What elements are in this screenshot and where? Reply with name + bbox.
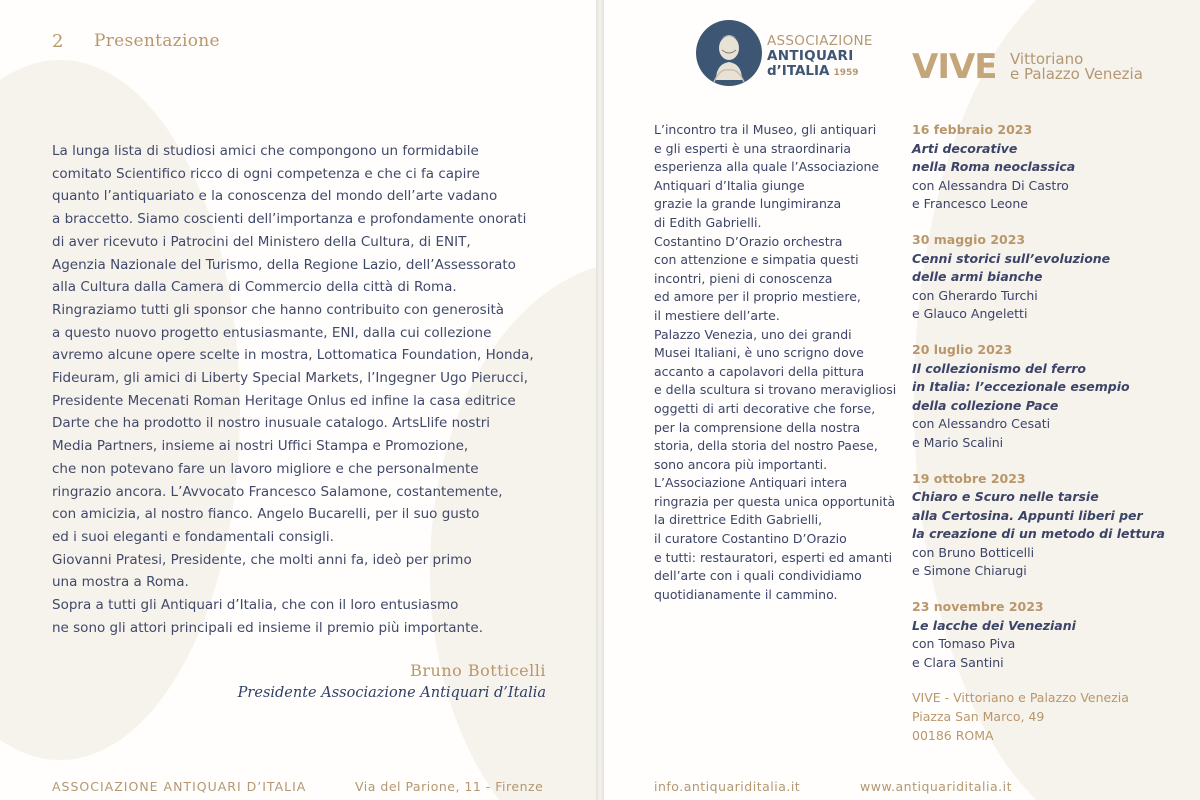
body-line: Darte che ha prodotto il nostro inusuale catalogo. ArtsLlife nostri	[52, 415, 491, 432]
bust-emblem-icon	[696, 20, 762, 86]
signature-role: Presidente Associazione Antiquari d’Italia	[237, 685, 546, 701]
event-speakers	[912, 635, 1182, 672]
event-speakers	[912, 415, 1182, 452]
event-title-line: Le lacche dei Veneziani	[912, 617, 1076, 633]
body-line: comitato Scientifico ricco di ogni competenza e che ci fa capire	[52, 165, 480, 182]
event-title	[912, 250, 1182, 287]
event-item	[912, 121, 1182, 214]
body-line: Giovanni Pratesi, Presidente, che molti anni fa, ideò per primo	[52, 551, 472, 568]
event-speaker-line: e Clara Santini	[912, 654, 1004, 670]
body-line: ed i suoi eleganti e fondamentali consigli.	[52, 528, 334, 545]
venue-line: 00186 ROMA	[912, 727, 994, 743]
event-speakers	[912, 177, 1182, 214]
event-speakers	[912, 544, 1182, 581]
intro-text	[654, 121, 897, 604]
event-item	[912, 231, 1182, 324]
event-speaker-line: e Glauco Angeletti	[912, 306, 1028, 322]
intro-line: Musei Italiani, è uno scrigno dove	[654, 345, 864, 361]
footer-website: www.antiquariditalia.it	[860, 779, 1013, 794]
venue-line: VIVE - Vittoriano e Palazzo Venezia	[912, 690, 1129, 706]
body-line: Fideuram, gli amici di Liberty Special Markets, l’Ingegner Ugo Pierucci,	[52, 370, 528, 387]
event-speaker-line: e Francesco Leone	[912, 196, 1028, 212]
event-item	[912, 598, 1182, 672]
event-title	[912, 617, 1182, 636]
body-line: Agenzia Nazionale del Turismo, della Regione Lazio, dell’Assessorato	[52, 256, 516, 273]
association-logo	[696, 20, 886, 90]
event-title-line: della collezione Pace	[912, 397, 1059, 413]
event-title-line: in Italia: l’eccezionale esempio	[912, 379, 1130, 395]
event-speaker-line: e Simone Chiarugi	[912, 563, 1027, 579]
signature-name: Bruno Botticelli	[410, 661, 546, 680]
body-line: ringrazio ancora. L’Avvocato Francesco Salamone, costantemente,	[52, 483, 503, 500]
body-line: alla Cultura dalla Camera di Commercio della città di Roma.	[52, 279, 457, 296]
event-date: 30 maggio 2023	[912, 231, 1026, 247]
event-date: 19 ottobre 2023	[912, 470, 1026, 486]
intro-line: oggetti di arti decorative che forse,	[654, 400, 876, 416]
intro-line: grazie la grande lungimiranza	[654, 196, 842, 212]
intro-line: il mestiere dell’arte.	[654, 307, 780, 323]
body-line: ne sono gli attori principali ed insieme il premio più importante.	[52, 619, 484, 636]
page-number: 2	[52, 31, 64, 52]
body-line: Presidente Mecenati Roman Heritage Onlus ed infine la casa editrice	[52, 392, 516, 409]
event-date: 23 novembre 2023	[912, 599, 1044, 615]
body-line: Ringraziamo tutti gli sponsor che hanno contribuito con generosità	[52, 301, 505, 318]
event-speaker-line: con Alessandra Di Castro	[912, 177, 1069, 193]
presentation-text	[52, 140, 562, 639]
intro-line: esperienza alla quale l’Associazione	[654, 159, 880, 175]
intro-line: dell’arte con i quali condividiamo	[654, 568, 862, 584]
event-title-line: Chiaro e Scuro nelle tarsie	[912, 489, 1099, 505]
intro-line: L’Associazione Antiquari intera	[654, 475, 848, 491]
footer-email: info.antiquariditalia.it	[654, 779, 801, 794]
event-date: 20 luglio 2023	[912, 341, 1013, 357]
event-title-line: la creazione di un metodo di lettura	[912, 526, 1165, 542]
event-title-line: Il collezionismo del ferro	[912, 360, 1086, 376]
book-gutter	[596, 0, 604, 800]
intro-line: Palazzo Venezia, uno dei grandi	[654, 326, 852, 342]
event-title	[912, 488, 1182, 544]
body-line: con amicizia, al nostro fianco. Angelo Bucarelli, per il suo gusto	[52, 506, 480, 523]
intro-line: storia, della storia del nostro Paese,	[654, 438, 878, 454]
body-line: avremo alcune opere scelte in mostra, Lottomatica Foundation, Honda,	[52, 347, 534, 364]
intro-line: accanto a capolavori della pittura	[654, 363, 865, 379]
intro-line: la direttrice Edith Gabrielli,	[654, 512, 823, 528]
intro-line: Antiquari d’Italia giunge	[654, 177, 805, 193]
vive-mark: VIVE	[912, 47, 997, 87]
intro-line: L’incontro tra il Museo, gli antiquari	[654, 122, 877, 137]
event-speaker-line: con Gherardo Turchi	[912, 287, 1038, 303]
body-line: Sopra a tutti gli Antiquari d’Italia, che con il loro entusiasmo	[52, 597, 459, 614]
event-speaker-line: con Tomaso Piva	[912, 636, 1016, 652]
event-title-line: nella Roma neoclassica	[912, 159, 1076, 175]
body-line: a questo nuovo progetto entusiasmante, ENI, dalla cui collezione	[52, 324, 492, 341]
footer-organization: ASSOCIAZIONE ANTIQUARI D’ITALIA	[52, 779, 307, 794]
vive-line-vittoriano: Vittoriano	[1010, 50, 1084, 68]
logo-line-antiquari: ANTIQUARI	[767, 48, 854, 64]
intro-line: ed amore per il proprio mestiere,	[654, 289, 861, 305]
event-speaker-line: con Bruno Botticelli	[912, 544, 1035, 560]
event-title-line: delle armi bianche	[912, 269, 1043, 285]
intro-line: ringrazia per questa unica opportunità	[654, 493, 896, 509]
vive-line-palazzo: e Palazzo Venezia	[1010, 65, 1143, 83]
logo-line-association: ASSOCIAZIONE	[767, 33, 873, 49]
intro-line: sono ancora più importanti.	[654, 456, 828, 472]
events-column	[912, 121, 1182, 745]
event-title-line: Arti decorative	[912, 140, 1018, 156]
event-date: 16 febbraio 2023	[912, 122, 1033, 137]
body-line: Media Partners, insieme ai nostri Uffici Stampa e Promozione,	[52, 438, 469, 455]
intro-line: e gli esperti è una straordinaria	[654, 140, 852, 156]
event-item	[912, 470, 1182, 582]
left-page	[0, 0, 596, 800]
intro-line: di Edith Gabrielli.	[654, 214, 762, 230]
logo-year: 1959	[833, 68, 859, 78]
footer-address: Via del Parione, 11 - Firenze	[355, 779, 544, 794]
event-item	[912, 341, 1182, 453]
right-page	[604, 0, 1200, 800]
event-title-line: Cenni storici sull’evoluzione	[912, 250, 1111, 266]
body-line: a braccetto. Siamo coscienti dell’importanza e profondamente onorati	[52, 211, 527, 228]
event-title	[912, 140, 1182, 177]
intro-line: quotidianamente il cammino.	[654, 586, 838, 602]
body-line: di aver ricevuto i Patrocini del Ministero della Cultura, di ENIT,	[52, 233, 471, 250]
section-title: Presentazione	[94, 31, 220, 51]
event-speaker-line: e Mario Scalini	[912, 434, 1004, 450]
body-line: una mostra a Roma.	[52, 574, 189, 591]
body-line: quanto l’antiquariato e la conoscenza del mondo dell’arte vadano	[52, 188, 498, 205]
intro-line: Costantino D’Orazio orchestra	[654, 233, 843, 249]
intro-line: e della scultura si trovano meravigliosi	[654, 382, 897, 398]
body-line: La lunga lista di studiosi amici che compongono un formidabile	[52, 143, 479, 159]
intro-line: incontri, pieni di conoscenza	[654, 270, 833, 286]
intro-line: per la comprensione della nostra	[654, 419, 861, 435]
event-title	[912, 360, 1182, 416]
logo-line-italia: d’ITALIA	[767, 63, 830, 79]
venue-address	[912, 689, 1182, 745]
events-list	[912, 121, 1182, 672]
body-line: che non potevano fare un lavoro migliore e che personalmente	[52, 460, 479, 477]
intro-line: il curatore Costantino D’Orazio	[654, 531, 847, 547]
intro-line: e tutti: restauratori, esperti ed amanti	[654, 549, 893, 565]
venue-line: Piazza San Marco, 49	[912, 709, 1045, 725]
event-speakers	[912, 287, 1182, 324]
event-speaker-line: con Alessandro Cesati	[912, 416, 1051, 432]
intro-line: con attenzione e simpatia questi	[654, 252, 859, 268]
event-title-line: alla Certosina. Appunti liberi per	[912, 507, 1143, 523]
